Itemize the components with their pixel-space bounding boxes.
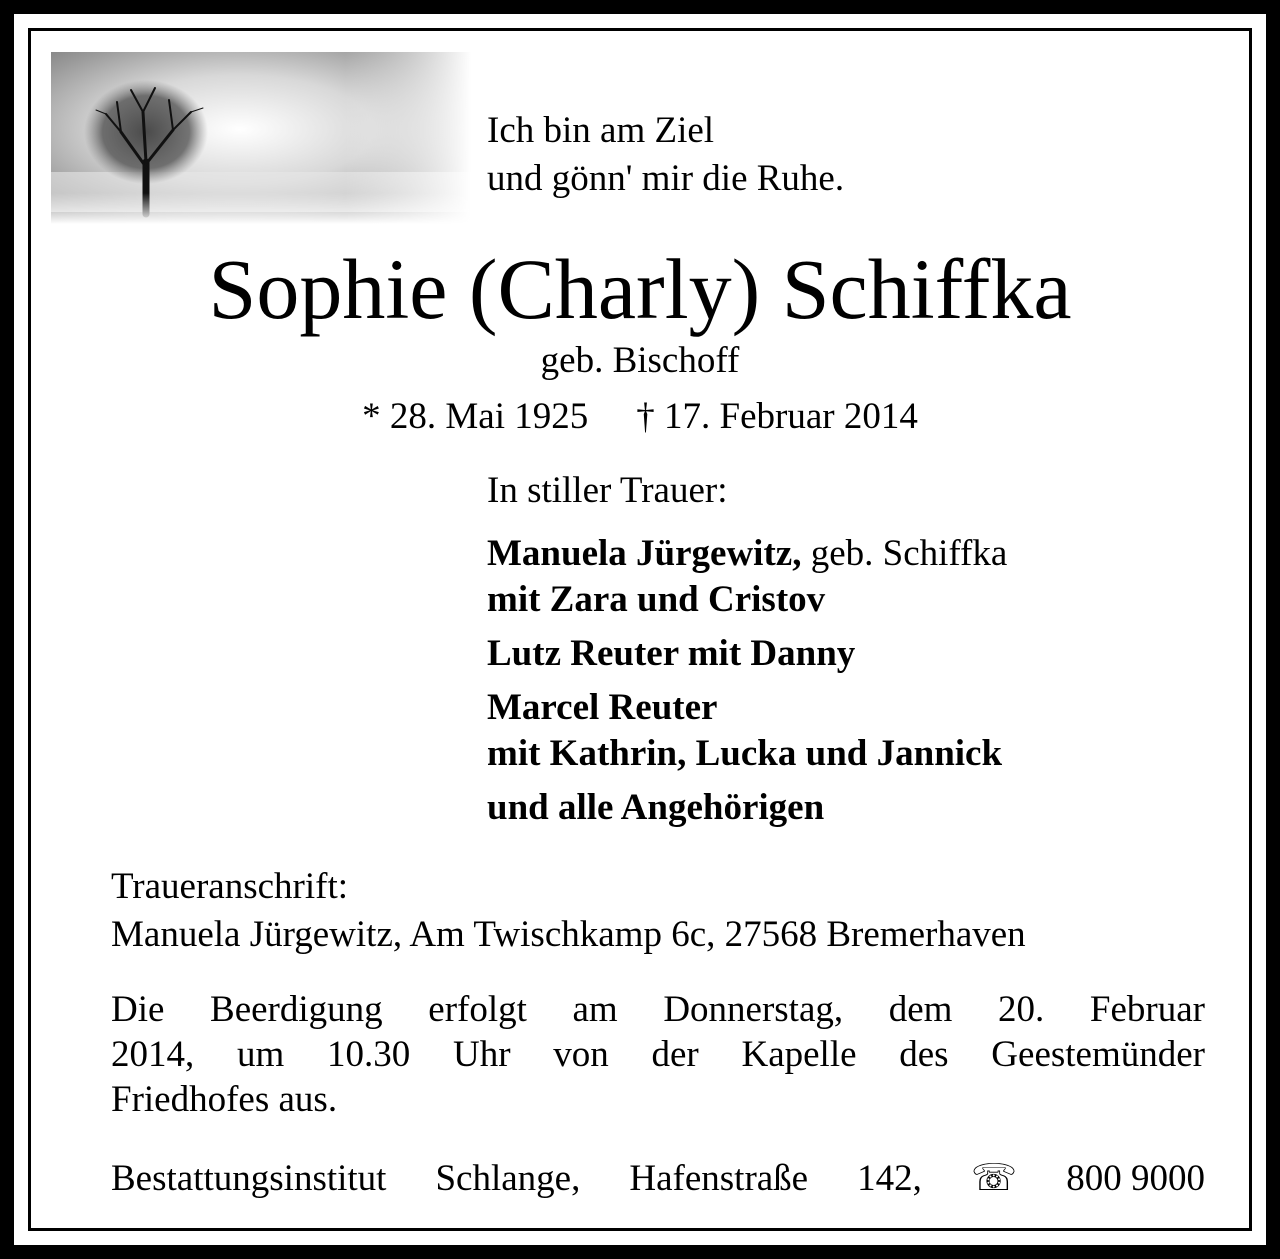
mourner-line: und alle Angehörigen: [487, 787, 825, 828]
deceased-name: Sophie (Charly) Schiffka: [208, 241, 1072, 337]
mourner-name: Manuela Jürgewitz,: [487, 533, 802, 574]
mourner-group: [487, 685, 1007, 777]
birth-date: * 28. Mai 1925: [362, 396, 589, 437]
funeral-line-3: Friedhofes aus.: [111, 1079, 338, 1120]
mourner-maiden-name: geb. Schiffka: [801, 533, 1008, 574]
mourner-group: [487, 631, 1007, 677]
obituary-notice: [14, 14, 1266, 1245]
telephone-icon: ☏: [970, 1158, 1018, 1199]
mourner-line: Marcel Reuter: [487, 687, 718, 728]
motto-line-1: Ich bin am Ziel: [487, 110, 715, 151]
motto: [487, 107, 844, 203]
funeral-line-2: 2014, um 10.30 Uhr von der Kapelle des Geestemünder: [111, 1034, 1205, 1075]
life-dates: [31, 391, 1249, 443]
maiden-name: geb. Bischoff: [540, 340, 740, 381]
address-value: Manuela Jürgewitz, Am Twischkamp 6c, 27568 Bremerhaven: [111, 914, 1026, 955]
mourners-list: [487, 531, 1007, 839]
mourning-intro: In stiller Trauer:: [487, 470, 728, 511]
mourner-line: mit Kathrin, Lucka und Jannick: [487, 733, 1003, 774]
undertaker-number: 142,: [857, 1158, 922, 1199]
undertaker-phone: 800 9000: [1066, 1158, 1205, 1199]
undertaker-info: [111, 1155, 1205, 1203]
tree-image: [51, 52, 471, 224]
undertaker-street: Hafenstraße: [629, 1158, 809, 1199]
undertaker-company: Schlange,: [435, 1158, 581, 1199]
mourner-group: [487, 785, 1007, 831]
mourning-address: [111, 863, 1026, 959]
undertaker-name: Bestattungsinstitut: [111, 1158, 387, 1199]
inner-frame: [28, 28, 1252, 1231]
mourner-line: mit Zara und Cristov: [487, 579, 826, 620]
mourner-line: Lutz Reuter mit Danny: [487, 633, 856, 674]
funeral-line-1: Die Beerdigung erfolgt am Donnerstag, dem 20. Februar: [111, 989, 1205, 1030]
mourner-line: [487, 531, 1007, 577]
mourner-group: [487, 531, 1007, 623]
funeral-info: [111, 987, 1205, 1122]
motto-line-2: und gönn' mir die Ruhe.: [487, 158, 845, 199]
address-label: Traueranschrift:: [111, 866, 349, 907]
death-date: † 17. Februar 2014: [636, 396, 918, 437]
